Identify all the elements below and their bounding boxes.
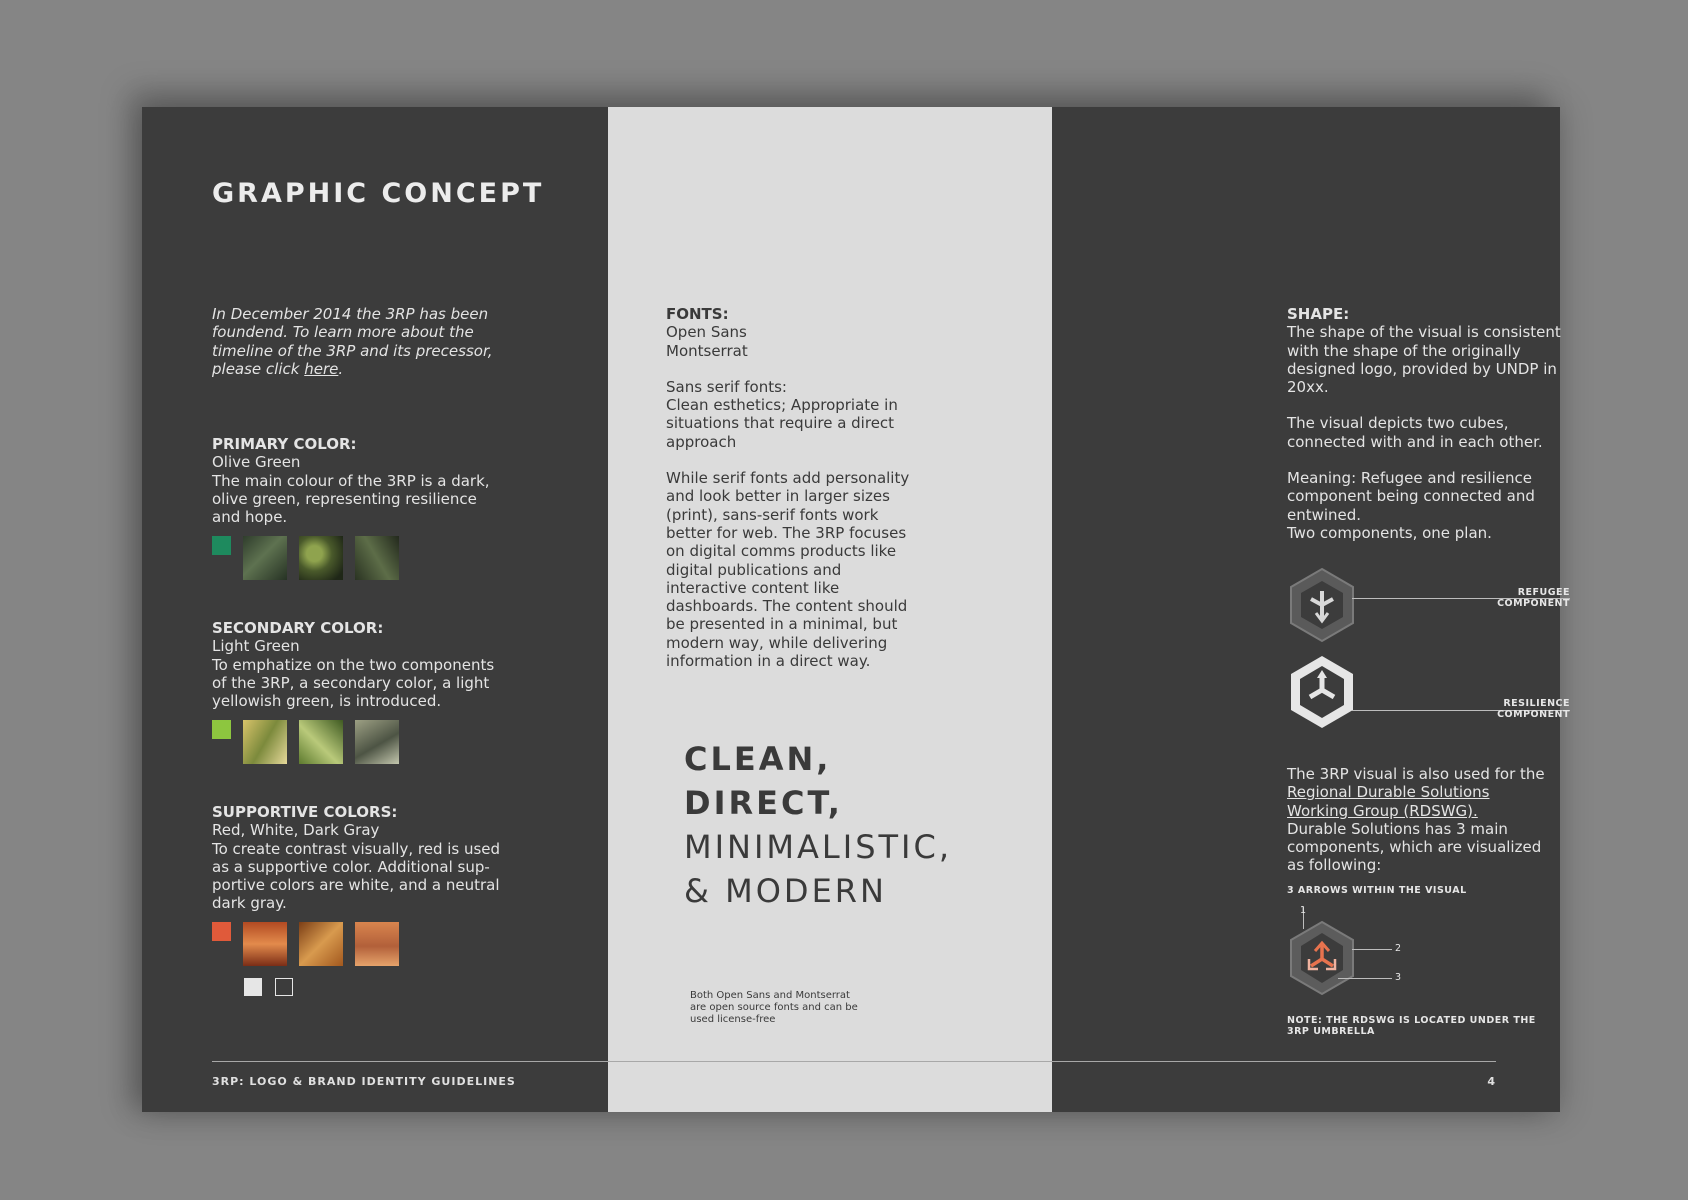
primary-swatch [212,536,231,555]
olive-photo-1 [243,536,287,580]
supportive-heading: SUPPORTIVE COLORS: [212,803,398,821]
left-column [142,107,608,1112]
rdswg-block [1287,765,1547,875]
page-title: GRAPHIC CONCEPT [212,178,545,209]
rdswg-arrows-icon [1287,919,1357,997]
resilience-component-icon [1287,654,1357,730]
arrow-2-line [1352,949,1392,950]
shape-p1: The shape of the visual is consistent with the shape of the originally designed logo, provided by UNDP in 20xx. [1287,323,1561,397]
fonts-license-note: Both Open Sans and Montserrat are open source fonts and can be used license-free [690,990,858,1025]
neutral-swatches [244,978,306,996]
slogan-line-1: CLEAN, [684,740,832,778]
olive-photo-3 [355,536,399,580]
red-photo-2 [299,922,343,966]
footer-rule [212,1061,1496,1062]
secondary-heading: SECONDARY COLOR: [212,619,384,637]
arrow-1-label: 1 [1300,905,1307,916]
arrow-3-label: 3 [1395,972,1402,983]
shape-heading: SHAPE: [1287,305,1350,323]
primary-name: Olive Green [212,453,301,472]
supportive-name: Red, White, Dark Gray [212,821,380,840]
rdswg-note: NOTE: THE RDSWG IS LOCATED UNDER THE 3RP UMBRELLA [1287,1015,1536,1037]
supportive-description: To create contrast visually, red is used as a supportive color. Additional sup-portive colors are white, and a neutral dark gray. [212,839,501,913]
olive-photo-2 [299,536,343,580]
refugee-label: REFUGEE COMPONENT [1497,587,1570,609]
slogan-line-2: DIRECT, [684,784,843,822]
font-montserrat: Montserrat [666,341,748,360]
rdswg-link[interactable]: Regional Durable Solutions Working Group (RDSWG). [1287,783,1490,820]
resilience-label: RESILIENCE COMPONENT [1497,698,1570,720]
rdswg-intro: The 3RP visual is also used for the [1287,765,1545,783]
secondary-color-block [212,619,502,710]
font-open-sans: Open Sans [666,323,747,342]
supportive-colors-block [212,803,502,913]
primary-color-block [212,435,502,526]
red-photo-3 [355,922,399,966]
secondary-description: To emphatize on the two components of the 3RP, a secondary color, a light yellowish green, is introduced. [212,655,495,711]
primary-swatches [212,536,411,580]
shape-block [1287,305,1577,542]
supportive-swatches [212,922,411,966]
rdswg-description: Durable Solutions has 3 main components, which are visualized as following: [1287,819,1542,875]
red-swatch [212,922,231,941]
intro-period: . [338,359,344,378]
lightgreen-photo-3 [355,720,399,764]
shape-p2: The visual depicts two cubes, connected with and in each other. [1287,414,1543,451]
footer-left: 3RP: LOGO & BRAND IDENTITY GUIDELINES [212,1075,516,1088]
lightgreen-photo-1 [243,720,287,764]
shape-p3: Meaning: Refugee and resilience component being connected and entwined. [1287,469,1535,524]
secondary-swatch [212,720,231,739]
fonts-heading: FONTS: [666,305,729,323]
primary-heading: PRIMARY COLOR: [212,435,357,453]
sans-serif-description: Clean esthetics; Appropriate in situations that require a direct approach [666,396,898,451]
fonts-block [666,305,926,670]
arrow-3-line [1338,978,1392,979]
slogan-line-3: MINIMALISTIC, [684,828,952,866]
brochure-spread [142,107,1570,1112]
refugee-component-icon [1287,567,1357,643]
dark-gray-swatch [275,978,293,996]
arrow-2-label: 2 [1395,943,1402,954]
fonts-body: While serif fonts add personality and look better in larger sizes (print), sans-serif fonts work better for web. The 3RP focuses on digital comms products like digital publications and interactive content like dashboards. The content should be presented in a minimal, but modern way, while delivering information in a direct way. [666,469,910,671]
page-number: 4 [1487,1075,1496,1088]
red-photo-1 [243,922,287,966]
lightgreen-photo-2 [299,720,343,764]
intro-text [212,305,502,378]
secondary-swatches [212,720,411,764]
primary-description: The main colour of the 3RP is a dark, olive green, representing resilience and hope. [212,471,490,527]
slogan-line-4: & MODERN [684,872,887,910]
shape-p4: Two components, one plan. [1287,523,1492,542]
arrows-label: 3 ARROWS WITHIN THE VISUAL [1287,885,1467,896]
secondary-name: Light Green [212,637,300,656]
white-swatch [244,978,262,996]
intro-link[interactable]: here [304,359,339,378]
intro-body: In December 2014 the 3RP has been foundend. To learn more about the timeline of the 3RP and its precessor, please click [212,305,493,378]
right-column [1052,107,1570,1112]
sans-serif-heading: Sans serif fonts: [666,377,787,396]
slogan [684,737,952,913]
middle-column [608,107,1052,1112]
